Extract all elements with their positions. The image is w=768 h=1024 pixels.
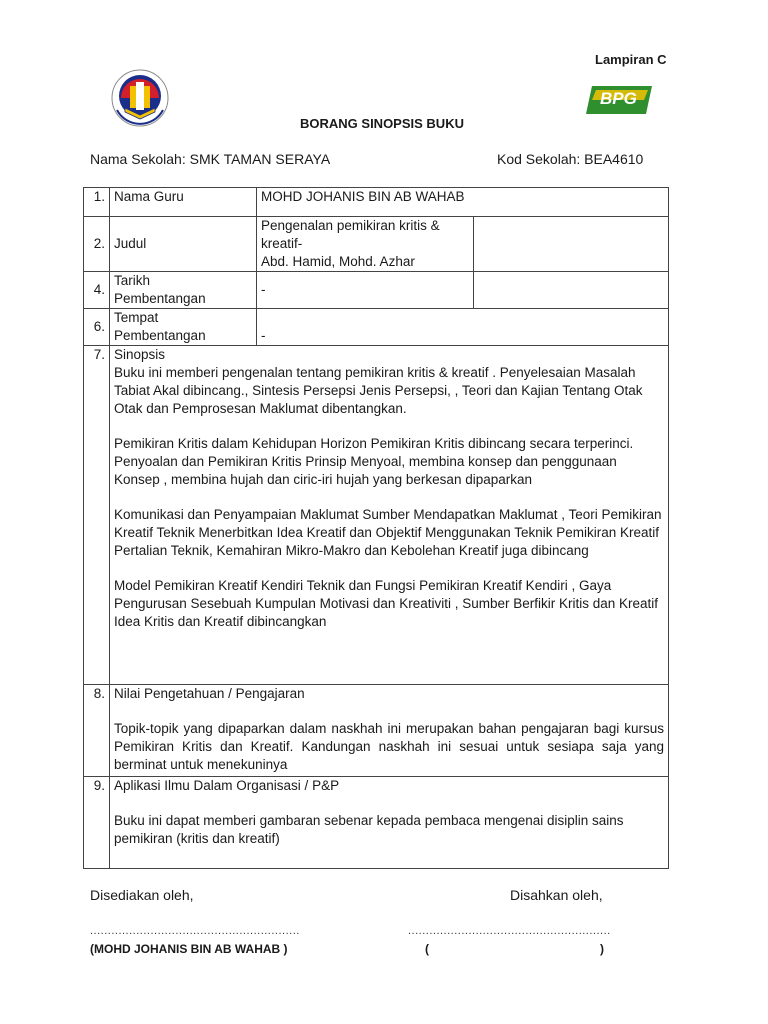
- bpg-logo-icon: [586, 82, 654, 118]
- presentation-place-label: [110, 309, 257, 346]
- title-line: Pengenalan pemikiran kritis &: [261, 218, 440, 233]
- title-line: kreatif-: [261, 236, 303, 251]
- presentation-date-label: [110, 272, 257, 309]
- table-row: [84, 346, 669, 685]
- school-name: Nama Sekolah: SMK TAMAN SERAYA: [90, 151, 331, 167]
- application-heading: Aplikasi Ilmu Dalam Organisasi / P&P: [114, 778, 340, 793]
- table-row: [84, 777, 669, 869]
- row-number: 6.: [84, 309, 110, 346]
- synopsis-cell: [110, 346, 669, 685]
- title-author: Abd. Hamid, Mohd. Azhar: [261, 254, 415, 269]
- label-line: Pembentangan: [114, 328, 206, 343]
- table-row: [84, 188, 669, 217]
- empty-cell: [474, 217, 669, 272]
- teacher-name-value: MOHD JOHANIS BIN AB WAHAB: [257, 188, 669, 217]
- presentation-date-value: -: [257, 272, 474, 309]
- presentation-place-value: -: [257, 309, 669, 346]
- synopsis-paragraph: Pemikiran Kritis dalam Kehidupan Horizon Pemikiran Kritis dibincang secara terperinci. Penyoalan dan Pemikiran Kritis Prinsip Menyoal, membina konsep dan penggunaan Konsep , membina hujah dan ciric-iri hujah yang berkesan dipaparkan: [114, 436, 634, 487]
- signature-line-right: .........................................................: [408, 925, 611, 937]
- preparer-name: (MOHD JOHANIS BIN AB WAHAB ): [90, 942, 288, 956]
- title-value: [257, 217, 474, 272]
- label-line: Tempat: [114, 310, 159, 325]
- synopsis-heading: Sinopsis: [114, 347, 166, 362]
- application-cell: [110, 777, 669, 869]
- knowledge-value-paragraph: Topik-topik yang dipaparkan dalam naskhah ini merupakan bahan pengajaran bagi kursus Pemikiran Kritis dan Kreatif. Kandungan naskhah ini sesuai untuk sesiapa saja yang berminat untuk menekuninya: [114, 721, 664, 772]
- approver-name-close: ): [600, 942, 604, 956]
- synopsis-paragraph: Model Pemikiran Kreatif Kendiri Teknik dan Fungsi Pemikiran Kreatif Kendiri , Gaya Pengurusan Sesebuah Kumpulan Motivasi dan Kreativiti , Sumber Berfikir Kritis dan Kreatif Idea Kritis dan Kreatif dibincangkan: [114, 578, 659, 629]
- row-number: 7.: [84, 346, 110, 685]
- signature-line-left: ...........................................................: [90, 925, 300, 937]
- table-row: [84, 272, 669, 309]
- empty-cell: [474, 272, 669, 309]
- synopsis-form-table: [83, 187, 669, 869]
- synopsis-paragraph: Komunikasi dan Penyampaian Maklumat Sumber Mendapatkan Maklumat , Teori Pemikiran Kreatif Teknik Menerbitkan Idea Kreatif dan Objektif Menggunakan Teknik Pemikiran Kreatif Pertalian Teknik, Kemahiran Mikro-Makro dan Kebolehan Kreatif juga dibincang: [114, 507, 662, 558]
- approver-name-open: (: [425, 942, 429, 956]
- school-code: Kod Sekolah: BEA4610: [497, 151, 644, 167]
- row-number: 8.: [84, 685, 110, 777]
- application-paragraph: Buku ini dapat memberi gambaran sebenar kepada pembaca mengenai disiplin sains pemikiran (kritis dan kreatif): [114, 813, 624, 846]
- row-number: 2.: [84, 217, 110, 272]
- synopsis-paragraph: Buku ini memberi pengenalan tentang pemikiran kritis & kreatif . Penyelesaian Masalah Tabiat Akal dibincang., Sintesis Persepsi Jenis Persepsi, , Teori dan Kajian Tentang Otak Otak dan Pemprosesan Maklumat dibentangkan.: [114, 365, 643, 416]
- row-number: 4.: [84, 272, 110, 309]
- title-label: Judul: [110, 217, 257, 272]
- table-row: [84, 309, 669, 346]
- form-title-text: BORANG SINOPSIS BUKU: [300, 116, 464, 131]
- row-number: 9.: [84, 777, 110, 869]
- label-line: Tarikh: [114, 273, 151, 288]
- row-number: 1.: [84, 188, 110, 217]
- table-row: [84, 217, 669, 272]
- label-line: Pembentangan: [114, 291, 206, 306]
- knowledge-value-cell: [110, 685, 669, 777]
- prepared-by-label: Disediakan oleh,: [90, 887, 194, 903]
- bpg-logo-text: BPG: [600, 89, 637, 108]
- approved-by-label: Disahkan oleh,: [510, 887, 603, 903]
- appendix-label: Lampiran C: [595, 52, 667, 67]
- form-title: [0, 116, 768, 131]
- teacher-name-label: Nama Guru: [110, 188, 257, 217]
- table-row: [84, 685, 669, 777]
- knowledge-value-heading: Nilai Pengetahuan / Pengajaran: [114, 686, 305, 701]
